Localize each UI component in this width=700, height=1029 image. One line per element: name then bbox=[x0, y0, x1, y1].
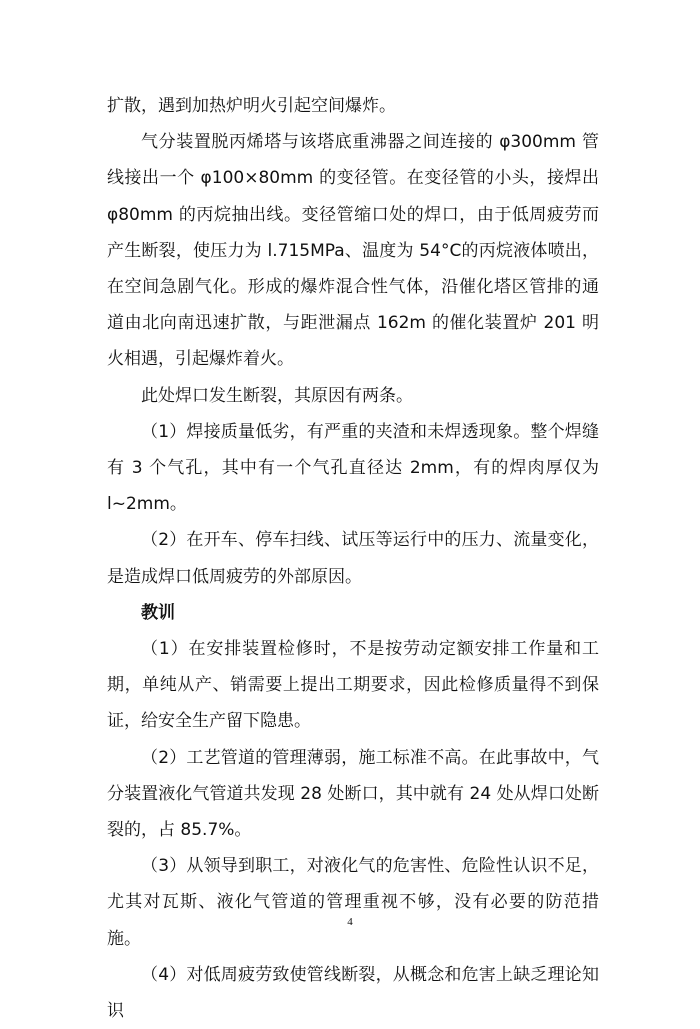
paragraph-cause-1: （1）焊接质量低劣，有严重的夹渣和未焊透现象。整个焊缝有 3 个气孔，其中有一个气孔直径达 2mm，有的焊肉厚仅为 l~2mm。 bbox=[107, 421, 599, 515]
paragraph-cause-intro: 此处焊口发生断裂，其原因有两条。 bbox=[141, 385, 413, 406]
document-body bbox=[107, 88, 599, 1029]
paragraph-lesson-4: （4）对低周疲劳致使管线断裂，从概念和危害上缺乏理论知识 bbox=[107, 964, 599, 1022]
paragraph-continuation: 扩散，遇到加热炉明火引起空间爆炸。 bbox=[107, 96, 396, 116]
section-heading-lessons: 教训 bbox=[141, 602, 175, 623]
paragraph-lesson-2: （2）工艺管道的管理薄弱，施工标准不高。在此事故中，气分装置液化气管道共发现 28 处断口，其中就有 24 处从焊口处断裂的，占 85.7%。 bbox=[107, 747, 599, 841]
paragraph-lesson-1: （1）在安排装置检修时，不是按劳动定额安排工作量和工期，单纯从产、销需要上提出工期要求，因此检修质量得不到保证，给安全生产留下隐患。 bbox=[107, 639, 599, 732]
paragraph-cause-2: （2）在开车、停车扫线、试压等运行中的压力、流量变化，是造成焊口低周疲劳的外部原因。 bbox=[107, 530, 599, 587]
page-number: 4 bbox=[347, 916, 353, 928]
paragraph-incident-description: 气分装置脱丙烯塔与该塔底重沸器之间连接的 φ300mm 管线接出一个 φ100×80mm 的变径管。在变径管的小头，接焊出 φ80mm 的丙烷抽出线。变径管缩口处的焊口，由于低周疲劳而产生断裂，使压力为 l.715MPa、温度为 54°C的丙烷液体喷出，在空间急剧气化。形成的爆炸混合性气体，沿催化塔区管排的通道由北向南迅速扩散，与距泄漏点 162m 的催化装置炉 201 明火相遇，引起爆炸着火。 bbox=[107, 132, 599, 370]
paragraph-lesson-3: （3）从领导到职工，对液化气的危害性、危险性认识不足，尤其对瓦斯、液化气管道的管理重视不够，没有必要的防范措施。 bbox=[107, 856, 599, 949]
